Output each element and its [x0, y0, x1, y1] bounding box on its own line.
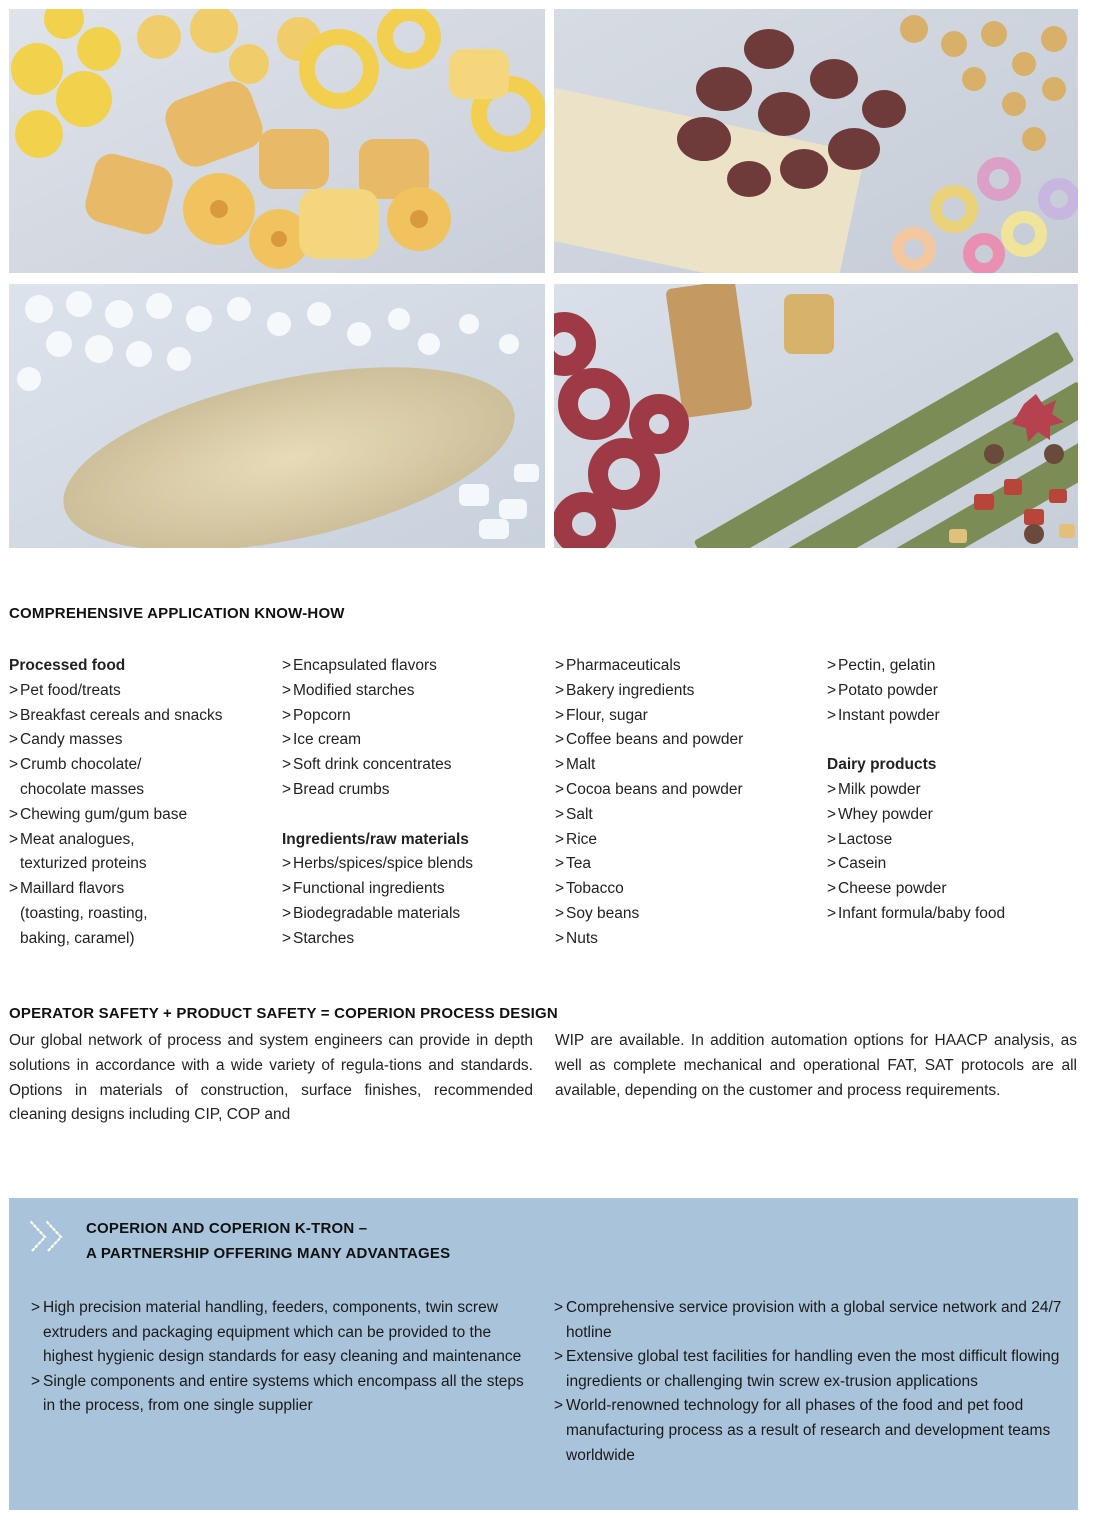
list-item: > Meat analogues, texturized proteins [9, 828, 279, 878]
advantage-item: > Comprehensive service provision with a global service network and 24/7 hotline [554, 1296, 1064, 1345]
advantage-item: > Extensive global test facilities for handling even the most difficult flowing ingredients or challenging twin screw ex-trusion applications [554, 1345, 1064, 1394]
category-heading: Dairy products [827, 756, 937, 774]
safety-title: OPERATOR SAFETY + PRODUCT SAFETY = COPERION PROCESS DESIGN [9, 1005, 558, 1022]
list-item: > Potato powder [827, 679, 1097, 704]
list-item: > Chewing gum/gum base [9, 803, 279, 828]
list-item: > Popcorn [282, 704, 552, 729]
advantage-item: > Single components and entire systems which encompass all the steps in the process, from one single supplier [31, 1370, 531, 1419]
list-item: > Modified starches [282, 679, 552, 704]
list-item: > Candy masses [9, 728, 279, 753]
list-item: > Nuts [555, 927, 825, 952]
advantage-item: > World-renowned technology for all phases of the food and pet food manufacturing process as a result of research and development teams worldwide [554, 1394, 1064, 1468]
partnership-column-left [31, 1296, 531, 1419]
list-item: > Soft drink concentrates [282, 753, 552, 778]
partnership-box [9, 1198, 1078, 1510]
know-how-column-3 [555, 654, 825, 952]
photo-petfood [554, 284, 1078, 548]
list-item: > Malt [555, 753, 825, 778]
photo-snacks [9, 9, 545, 273]
category-heading: Ingredients/raw materials [282, 830, 469, 848]
list-item: > Functional ingredients [282, 877, 552, 902]
list-item: > Cocoa beans and powder [555, 778, 825, 803]
double-chevron-right-icon [27, 1218, 71, 1256]
list-item: > Salt [555, 803, 825, 828]
list-item: > Tobacco [555, 877, 825, 902]
list-item: > Crumb chocolate/ chocolate masses [9, 753, 279, 803]
list-item: > Bread crumbs [282, 778, 552, 803]
category-heading: Processed food [9, 657, 126, 674]
list-item: > Herbs/spices/spice blends [282, 852, 552, 877]
list-item: > Cheese powder [827, 877, 1097, 902]
list-item: > Biodegradable materials [282, 902, 552, 927]
know-how-column-1 [9, 654, 279, 952]
list-item: > Soy beans [555, 902, 825, 927]
safety-paragraph-left: Our global network of process and system engineers can provide in depth solutions in accordance with a wide variety of regula-tions and standards. Options in materials of construction, surface finishes, recommended cleaning designs including CIP, COP and [9, 1032, 533, 1124]
list-item: > Coffee beans and powder [555, 728, 825, 753]
list-item: > Starches [282, 927, 552, 952]
list-item: > Maillard flavors (toasting, roasting, baking, caramel) [9, 877, 279, 951]
list-item: > Instant powder [827, 704, 1097, 729]
photo-powders [9, 284, 545, 548]
list-item: > Tea [555, 852, 825, 877]
list-item: > Whey powder [827, 803, 1097, 828]
know-how-column-4 [827, 654, 1097, 927]
partnership-title-line-1: COPERION AND COPERION K-TRON – [86, 1220, 368, 1237]
list-item: > Milk powder [827, 778, 1097, 803]
photo-cereals [554, 9, 1078, 273]
partnership-column-right [554, 1296, 1064, 1468]
list-item: > Rice [555, 828, 825, 853]
list-item: > Flour, sugar [555, 704, 825, 729]
list-item: > Pectin, gelatin [827, 654, 1097, 679]
know-how-title: COMPREHENSIVE APPLICATION KNOW-HOW [9, 605, 345, 622]
list-item: > Pet food/treats [9, 679, 279, 704]
know-how-column-2 [282, 654, 552, 952]
list-item: > Bakery ingredients [555, 679, 825, 704]
advantage-item: > High precision material handling, feeders, components, twin screw extruders and packaging equipment which can be provided to the highest hygienic design standards for easy cleaning and maintenance [31, 1296, 531, 1370]
partnership-title-line-2: A PARTNERSHIP OFFERING MANY ADVANTAGES [86, 1245, 451, 1262]
list-item: > Encapsulated flavors [282, 654, 552, 679]
list-item: > Casein [827, 852, 1097, 877]
list-item: > Infant formula/baby food [827, 902, 1097, 927]
safety-paragraph-right: WIP are available. In addition automation options for HAACP analysis, as well as complete mechanical and operational FAT, SAT protocols are all available, depending on the customer and process requirements. [555, 1032, 1077, 1099]
spacer [282, 803, 552, 828]
list-item: > Pharmaceuticals [555, 654, 825, 679]
list-item: > Breakfast cereals and snacks [9, 704, 279, 729]
spacer [827, 728, 1097, 753]
list-item: > Lactose [827, 828, 1097, 853]
list-item: > Ice cream [282, 728, 552, 753]
